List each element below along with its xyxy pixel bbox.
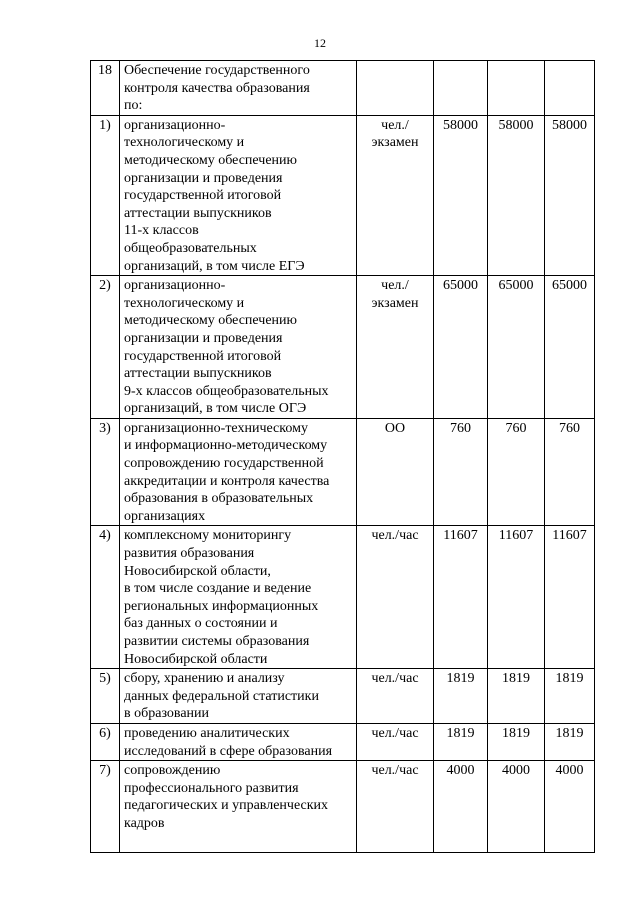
description-line: и информационно-методическому: [124, 438, 328, 454]
description-line: данных федеральной статистики: [124, 688, 319, 704]
row-value-2: 58000: [488, 115, 545, 275]
row-value-1: 4000: [434, 761, 488, 853]
row-value-3: 11607: [545, 526, 595, 669]
row-value-1: 58000: [434, 115, 488, 275]
description-line: баз данных о состоянии и: [124, 616, 278, 632]
table-body: [91, 61, 595, 853]
description-line: организации и проведения: [124, 330, 283, 346]
description-line: профессионального развития: [124, 780, 299, 796]
unit-line: чел./: [381, 278, 409, 294]
description-line: в том числе создание и ведение: [124, 581, 312, 597]
description-line: педагогических и управленческих: [124, 798, 329, 814]
description-line: проведению аналитических: [124, 725, 290, 741]
page-number: 12: [314, 36, 326, 50]
row-unit: [357, 276, 434, 419]
row-value-3: 4000: [545, 761, 595, 853]
description-line: организационно-техническому: [124, 420, 308, 436]
table-row: [91, 276, 595, 419]
row-description: [120, 61, 357, 116]
row-value-3: [545, 61, 595, 116]
row-description: [120, 761, 357, 853]
row-unit: [357, 61, 434, 116]
unit-line: экзамен: [371, 295, 419, 311]
description-line: организаций, в том числе ОГЭ: [124, 401, 307, 417]
unit-line: чел./час: [371, 763, 419, 779]
description-line: технологическому и: [124, 135, 245, 151]
row-description: [120, 276, 357, 419]
row-description: [120, 723, 357, 760]
row-value-3: 1819: [545, 669, 595, 724]
row-value-1: 1819: [434, 669, 488, 724]
table-row: [91, 761, 595, 853]
row-unit: [357, 526, 434, 669]
row-description: [120, 115, 357, 275]
description-line: сбору, хранению и анализу: [124, 671, 285, 687]
description-line: в образовании: [124, 706, 210, 722]
table-row: [91, 418, 595, 526]
description-line: организационно-: [124, 278, 226, 294]
description-line: исследований в сфере образования: [124, 743, 333, 759]
description-line: 11-х классов: [124, 223, 199, 239]
description-line: по:: [124, 98, 143, 114]
row-number: 6): [91, 723, 120, 760]
row-unit: [357, 723, 434, 760]
row-number: 2): [91, 276, 120, 419]
row-description: [120, 526, 357, 669]
row-unit: [357, 418, 434, 526]
row-number: 4): [91, 526, 120, 669]
description-line: организациях: [124, 508, 206, 524]
description-line: сопровождению: [124, 763, 221, 779]
row-unit: [357, 761, 434, 853]
description-line: аттестации выпускников: [124, 366, 272, 382]
description-line: 9-х классов общеобразовательных: [124, 383, 329, 399]
description-line: Обеспечение государственного: [124, 63, 310, 78]
row-number: 7): [91, 761, 120, 853]
row-number: 3): [91, 418, 120, 526]
description-line: общеобразовательных: [124, 240, 257, 256]
unit-line: чел./час: [371, 725, 419, 741]
description-line: аттестации выпускников: [124, 205, 272, 221]
description-line: методическому обеспечению: [124, 152, 297, 168]
description-line: государственной итоговой: [124, 188, 282, 204]
row-value-2: [488, 61, 545, 116]
unit-line: ОО: [384, 420, 406, 436]
row-unit: [357, 669, 434, 724]
row-value-3: 1819: [545, 723, 595, 760]
row-value-3: 65000: [545, 276, 595, 419]
description-line: организаций, в том числе ЕГЭ: [124, 258, 305, 274]
description-line: комплексному мониторингу: [124, 528, 292, 544]
row-description: [120, 418, 357, 526]
row-unit: [357, 115, 434, 275]
description-line: организационно-: [124, 117, 226, 133]
row-value-2: 760: [488, 418, 545, 526]
indicators-table: [90, 60, 595, 853]
unit-line: чел./час: [371, 671, 419, 687]
table-row: [91, 723, 595, 760]
table-row: [91, 526, 595, 669]
description-line: кадров: [124, 815, 165, 831]
description-line: развитии системы образования: [124, 634, 310, 649]
unit-line: экзамен: [371, 135, 419, 151]
row-value-3: 58000: [545, 115, 595, 275]
description-line: государственной итоговой: [124, 348, 282, 364]
row-number: 18: [91, 61, 120, 116]
description-line: региональных информационных: [124, 598, 319, 614]
description-line: Новосибирской области,: [124, 563, 271, 579]
description-line: контроля качества образования: [124, 80, 310, 96]
description-line: аккредитации и контроля качества: [124, 473, 330, 489]
row-number: 1): [91, 115, 120, 275]
row-value-3: 760: [545, 418, 595, 526]
row-value-1: 760: [434, 418, 488, 526]
row-value-2: 1819: [488, 669, 545, 724]
row-value-1: [434, 61, 488, 116]
description-line: развития образования: [124, 546, 255, 562]
unit-line: чел./: [381, 117, 409, 133]
description-line: сопровождению государственной: [124, 456, 324, 472]
row-value-2: 1819: [488, 723, 545, 760]
row-value-1: 65000: [434, 276, 488, 419]
table-row: [91, 61, 595, 116]
row-description: [120, 669, 357, 724]
row-value-2: 11607: [488, 526, 545, 669]
unit-line: чел./час: [371, 528, 419, 544]
row-value-2: 4000: [488, 761, 545, 853]
description-line: технологическому и: [124, 295, 245, 311]
description-line: организации и проведения: [124, 170, 283, 186]
row-value-1: 11607: [434, 526, 488, 669]
row-value-2: 65000: [488, 276, 545, 419]
description-line: методическому обеспечению: [124, 313, 297, 329]
row-number: 5): [91, 669, 120, 724]
table-row: [91, 669, 595, 724]
description-line: образования в образовательных: [124, 491, 314, 507]
description-line: Новосибирской области: [124, 651, 268, 667]
row-value-1: 1819: [434, 723, 488, 760]
table-row: [91, 115, 595, 275]
